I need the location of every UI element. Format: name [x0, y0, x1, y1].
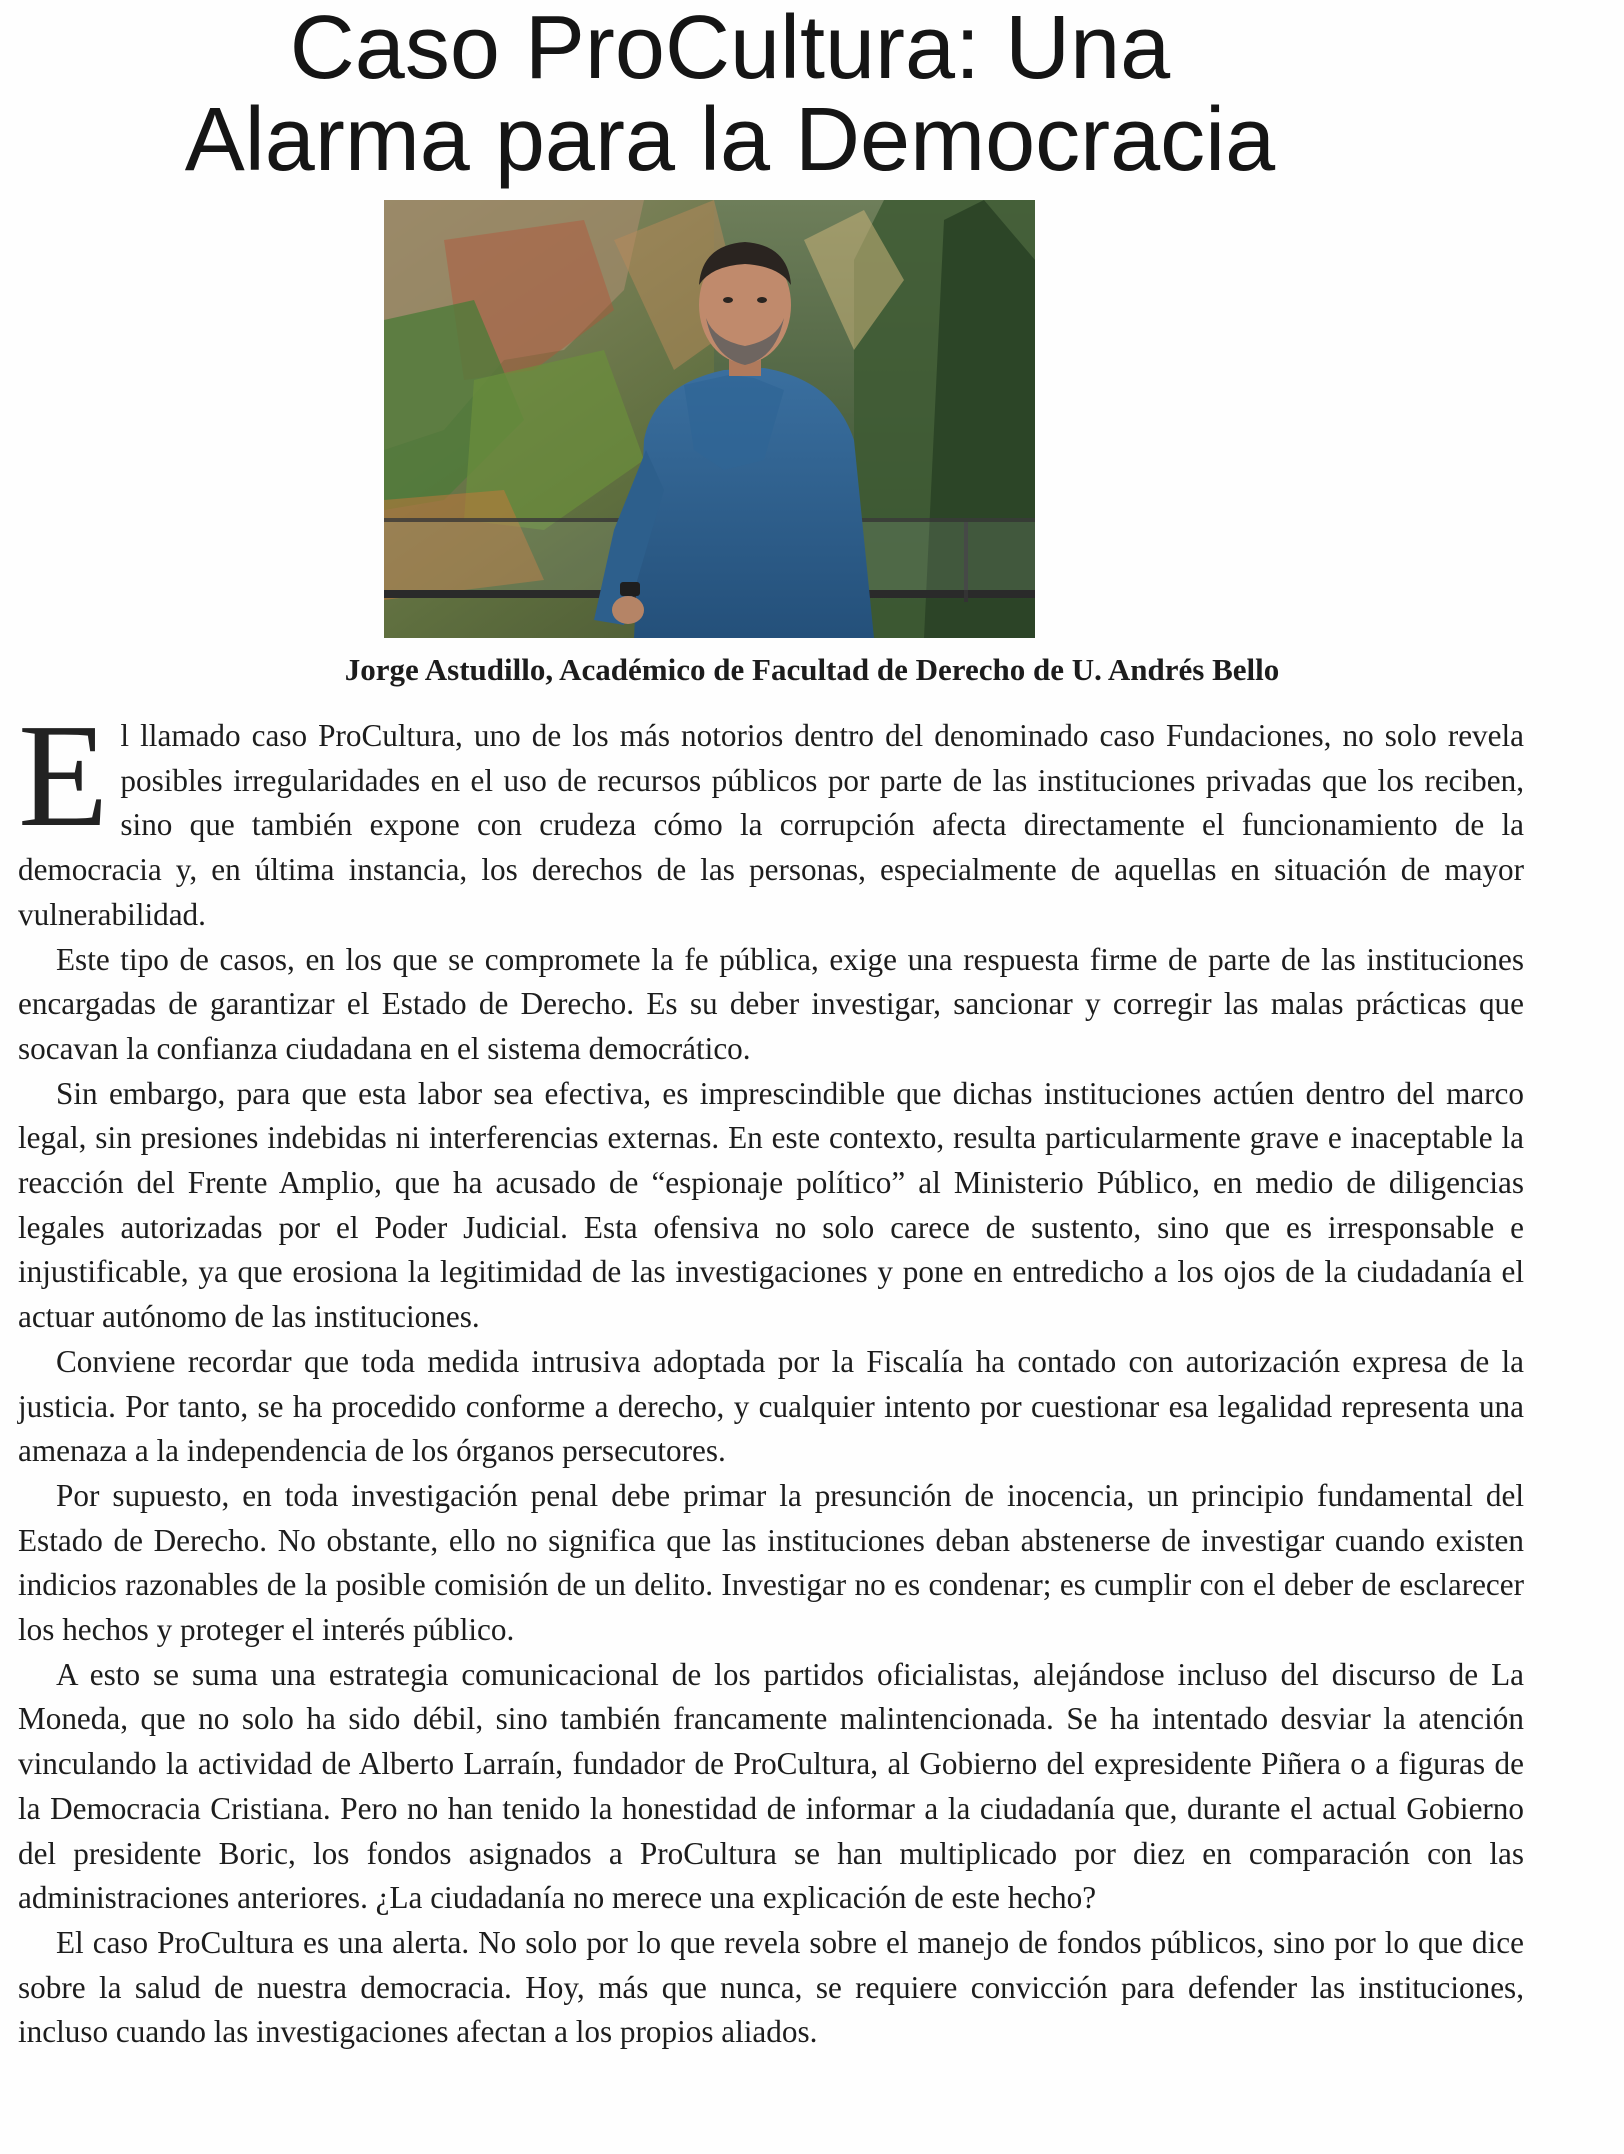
article-paragraph: Sin embargo, para que esta labor sea efectiva, es imprescindible que dichas instituciones actúen dentro del marco legal, sin presiones indebidas ni interferencias externas. En este contexto, resulta particularmente grave e inaceptable la reacción del Frente Amplio, que ha acusado de “espionaje político” al Ministerio Público, en medio de diligencias legales autorizadas por el Poder Judicial. Esta ofensiva no solo carece de sustento, sino que es irresponsable e injustificable, ya que erosiona la legitimidad de las investigaciones y pone en entredicho a los ojos de la ciudadanía el actuar autónomo de las instituciones.: [18, 1075, 1524, 1335]
drop-cap: E: [18, 694, 109, 858]
article-paragraph: A esto se suma una estrategia comunicacional de los partidos oficialistas, alejándose incluso del discurso de La Moneda, que no solo ha sido débil, sino también francamente malintencionada. Se ha intentado desviar la atención vinculando la actividad de Alberto Larraín, fundador de ProCultura, al Gobierno del expresidente Piñera o a figuras de la Democracia Cristiana. Pero no han tenido la honestidad de informar a la ciudadanía que, durante el actual Gobierno del presidente Boric, los fondos asignados a ProCultura se han multiplicado por diez en comparación con las administraciones anteriores. ¿La ciudadanía no merece una explicación de este hecho?: [18, 1656, 1524, 1916]
article-paragraph: [18, 694, 1524, 938]
article-paragraph: Este tipo de casos, en los que se compromete la fe pública, exige una respuesta firme de parte de las instituciones encargadas de garantizar el Estado de Derecho. Es su deber investigar, sancionar y corregir las malas prácticas que socavan la confianza ciudadana en el sistema democrático.: [18, 941, 1524, 1066]
article-paragraph: Conviene recordar que toda medida intrusiva adoptada por la Fiscalía ha contado con autorización expresa de la justicia. Por tanto, se ha procedido conforme a derecho, y cualquier intento por cuestionar esa legalidad representa una amenaza a la independencia de los órganos persecutores.: [18, 1343, 1524, 1469]
photo-caption: Jorge Astudillo, Académico de Facultad de Derecho de U. Andrés Bello: [344, 652, 1280, 687]
article-paragraph: El caso ProCultura es una alerta. No solo por lo que revela sobre el manejo de fondos públicos, sino por lo que dice sobre la salud de nuestra democracia. Hoy, más que nunca, se requiere convicción para defender las instituciones, incluso cuando las investigaciones afectan a los propios aliados.: [18, 1924, 1524, 2050]
article-paragraph: Por supuesto, en toda investigación penal debe primar la presunción de inocencia, un principio fundamental del Estado de Derecho. No obstante, ello no significa que las instituciones deban abstenerse de investigar cuando existen indicios razonables de la posible comisión de un delito. Investigar no es condenar; es cumplir con el deber de esclarecer los hechos y proteger el interés público.: [18, 1477, 1524, 1648]
article-body: [18, 694, 1524, 2055]
article-headline: [0, 0, 1460, 190]
headline-line-1: Caso ProCultura: Una: [289, 0, 1171, 98]
paragraph-1-text: l llamado caso ProCultura, uno de los más notorios dentro del denominado caso Fundaciones, no solo revela posibles irregularidades en el uso de recursos públicos por parte de las instituciones privadas que los reciben, sino que también expone con crudeza cómo la corrupción afecta directamente el funcionamiento de la democracia y, en última instancia, los derechos de las personas, especialmente de aquellas en situación de mayor vulnerabilidad.: [18, 718, 1524, 932]
headline-line-2: Alarma para la Democracia: [184, 90, 1276, 190]
author-photo: [384, 200, 1035, 638]
author-photo-illustration: [384, 200, 1035, 638]
